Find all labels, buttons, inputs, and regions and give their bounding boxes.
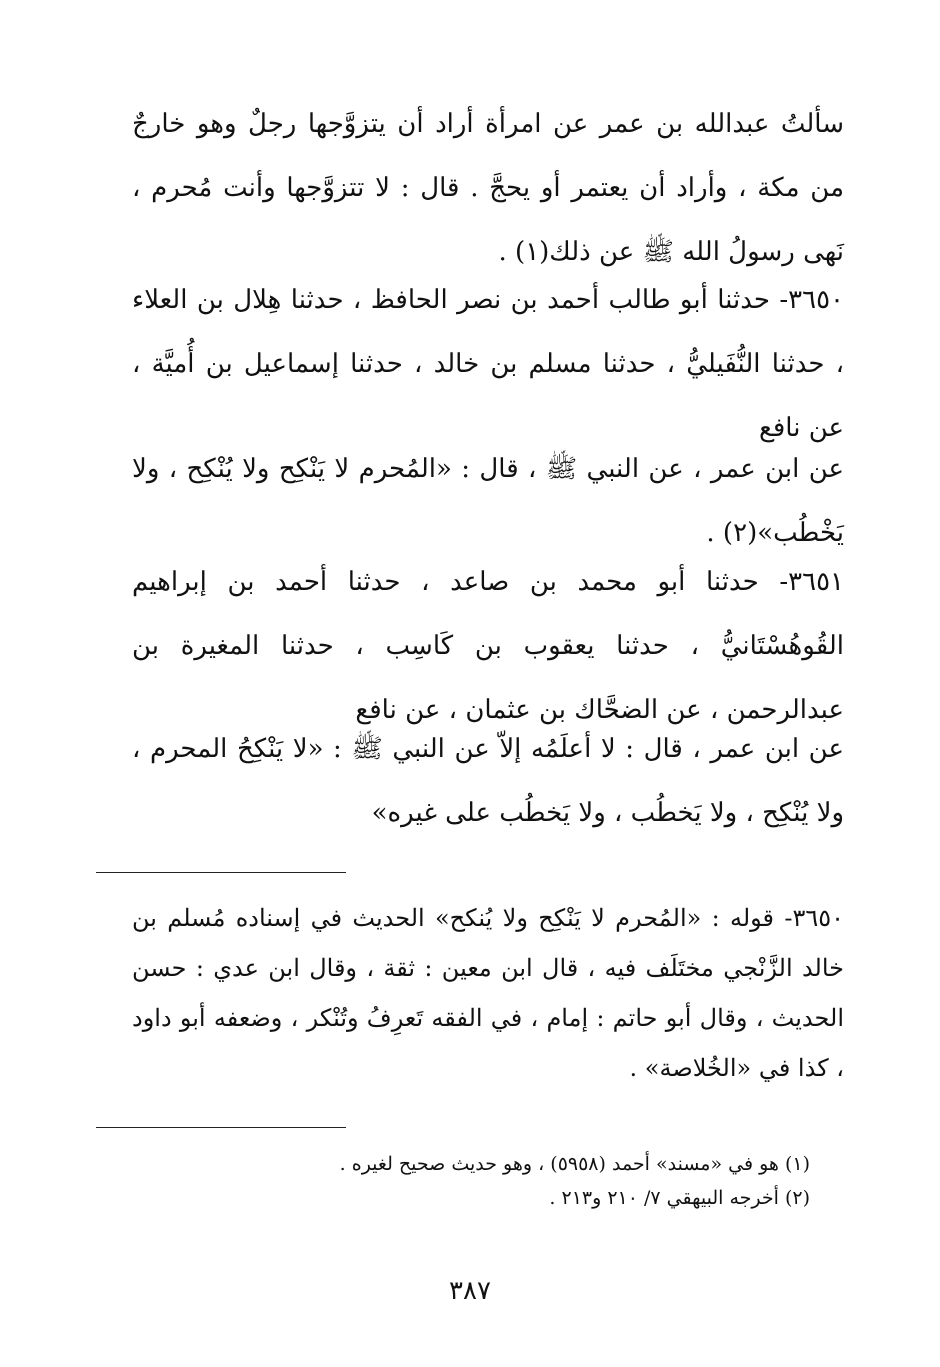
paragraph-hadith-3650-text: عن ابن عمر ، عن النبي ﷺ ، قال : «المُحرم لا يَنْكِح ولا يُنْكِح ، ولا يَخْطُب»(٢) . (132, 454, 844, 548)
footnote-separator-rule (96, 1127, 346, 1128)
paragraph-hadith-3650-chain: ٣٦٥٠- حدثنا أبو طالب أحمد بن نصر الحافظ ، حدثنا هِلال بن العلاء ، حدثنا النُّفَيليُّ ، حدثنا مسلم بن خالد ، حدثنا إسماعيل بن أُميَّة ، عن نافع (132, 285, 844, 443)
footnotes (270, 1147, 810, 1215)
commentary-separator-rule (96, 872, 346, 873)
commentary-note: ٣٦٥٠- قوله : «المُحرم لا يَنْكِح ولا يُنكح» الحديث في إسناده مُسلم بن خالد الزَّنْجي مختَلَف فيه ، قال ابن معين : ثقة ، وقال ابن عدي : حسن الحديث ، وقال أبو حاتم : إمام ، في الفقه تَعرِفُ وتُنْكر ، وضعفه أبو داود ، كذا في «الخُلاصة» . (132, 904, 844, 1082)
footnote-1: (١) هو في «مسند» أحمد (٥٩٥٨) ، وهو حديث صحيح لغيره . (339, 1153, 810, 1175)
footnote-2: (٢) أخرجه البيهقي ٧/ ٢١٠ و٢١٣ . (549, 1187, 810, 1209)
paragraph-opening-narration: سألتُ عبدالله بن عمر عن امرأة أراد أن يتزوَّجها رجلٌ وهو خارجٌ من مكة ، وأراد أن يعتمر أو يحجَّ . قال : لا تتزوَّجها وأنت مُحرم ، نَهى رسولُ الله ﷺ عن ذلك(١) . (132, 109, 844, 267)
page-number: ٣٨٧ (449, 1276, 491, 1306)
paragraph-hadith-3651-text: عن ابن عمر ، قال : لا أعلَمُه إلاّ عن النبي ﷺ : «لا يَنْكِحُ المحرم ، ولا يُنْكِح ، ولا يَخطُب ، ولا يَخطُب على غيره» (132, 734, 844, 828)
paragraph-hadith-3651-chain: ٣٦٥١- حدثنا أبو محمد بن صاعد ، حدثنا أحمد بن إبراهيم القُوهُسْتَانيُّ ، حدثنا يعقوب بن كَاسِب ، حدثنا المغيرة بن عبدالرحمن ، عن الضحَّاك بن عثمان ، عن نافع (132, 567, 844, 725)
